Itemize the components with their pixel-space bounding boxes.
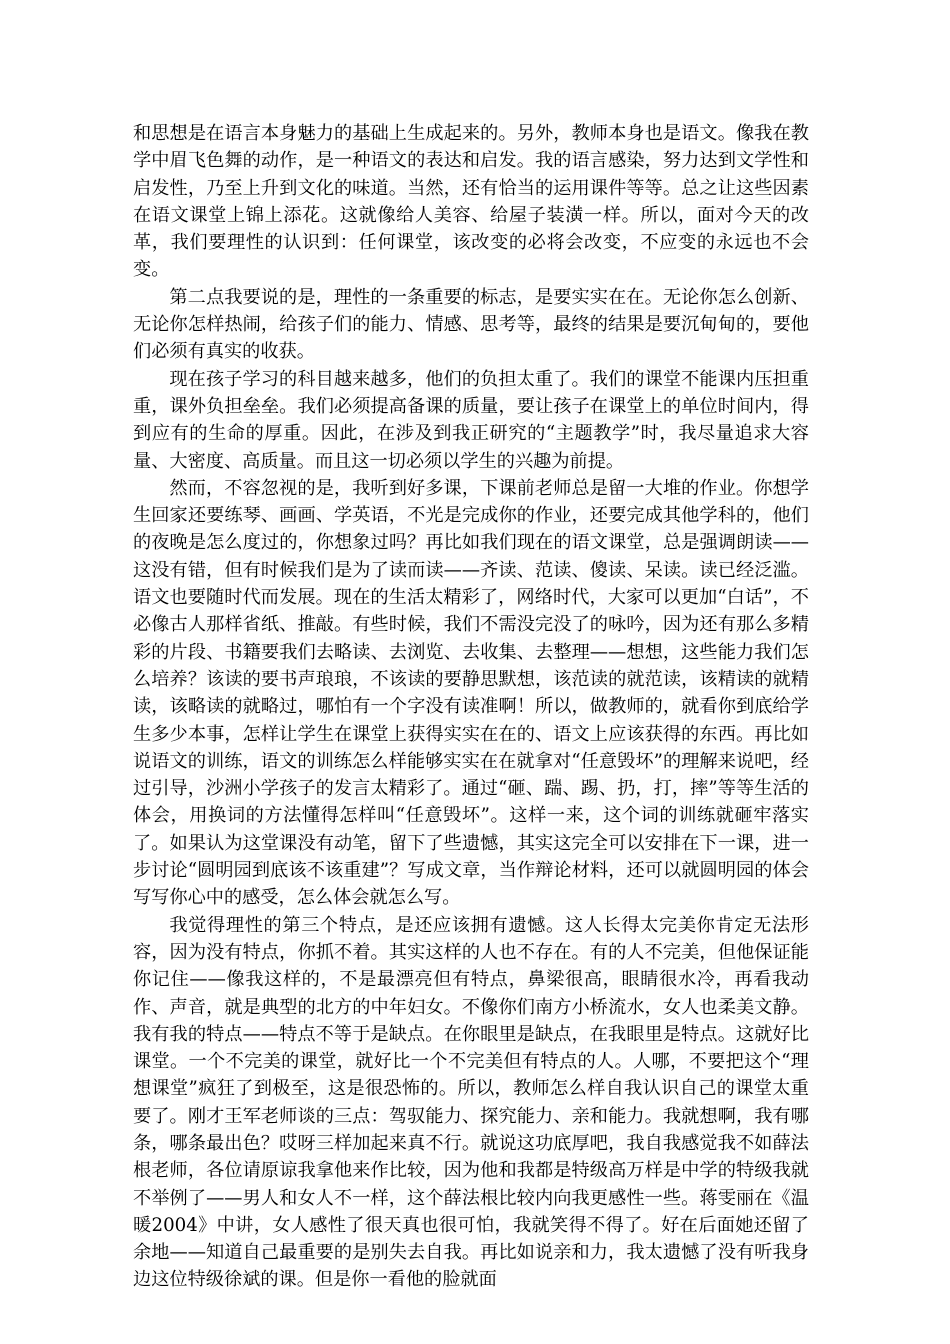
paragraph-4: 然而，不容忽视的是，我听到好多课，下课前老师总是留一大堆的作业。你想学生回家还要练琴、画画、学英语，不光是完成你的作业，还要完成其他学科的，他们的夜晚是怎么度过的，你想象过吗？再比如我们现在的语文课堂，总是强调朗读——这没有错，但有时候我们是为了读而读——齐读、范读、傻读、呆读。读已经泛滥。语文也要随时代而发展。现在的生活太精彩了，网络时代，大家可以更加“白话”，不必像古人那样省纸、推敲。有些时候，我们不需没完没了的咏吟，因为还有那么多精彩的片段、书籍要我们去略读、去浏览、去收集、去整理——想想，这些能力我们怎么培养？该读的要书声琅琅，不该读的要静思默想，该范读的就范读，该精读的就精读，该略读的就略过，哪怕有一个字没有读准啊！所以，做教师的，就看你到底给学生多少本事，怎样让学生在课堂上获得实实在在的、语文上应该获得的东西。再比如说语文的训练，语文的训练怎么样能够实实在在就拿对“任意毁坏”的理解来说吧，经过引导，沙洲小学孩子的发言太精彩了。通过“砸、踹、踢、扔，打，摔”等等生活的体会，用换词的方法懂得怎样叫“任意毁坏”。这样一来，这个词的训练就砸牢落实了。如果认为这堂课没有动笔，留下了些遗憾，其实这完全可以安排在下一课，进一步讨论“圆明园到底该不该重建”？写成文章，当作辩论材料，还可以就圆明园的体会写写你心中的感受，怎么体会就怎么写。	[133, 477, 809, 909]
paragraph-2: 第二点我要说的是，理性的一条重要的标志，是要实实在在。无论你怎么创新、无论你怎样热闹，给孩子们的能力、情感、思考等，最终的结果是要沉甸甸的，要他们必须有真实的收获。	[133, 286, 809, 363]
paragraph-5: 我觉得理性的第三个特点，是还应该拥有遗憾。这人长得太完美你肯定无法形容，因为没有特点，你抓不着。其实这样的人也不存在。有的人不完美，但他保证能你记住——像我这样的，不是最漂亮但有特点，鼻梁很高，眼睛很水冷，再看我动作、声音，就是典型的北方的中年妇女。不像你们南方小桥流水，女人也柔美文静。我有我的特点——特点不等于是缺点。在你眼里是缺点，在我眼里是特点。这就好比课堂。一个不完美的课堂，就好比一个不完美但有特点的人。人哪，不要把这个“理想课堂”疯狂了到极至，这是很恐怖的。所以，教师怎么样自我认识自己的课堂太重要了。刚才王军老师谈的三点：驾驭能力、探究能力、亲和能力。我就想啊，我有哪条，哪条最出色？哎呀三样加起来真不行。就说这功底厚吧，我自我感觉我不如薛法根老师，各位请原谅我拿他来作比较，因为他和我都是特级高万样是中学的特级我就不举例了——男人和女人不一样，这个薛法根比较内向我更感性一些。蒋雯丽在《温暖2004》中讲，女人感性了很天真也很可怕，我就笑得不得了。好在后面她还留了余地——知道自己最重要的是别失去自我。再比如说亲和力，我太遗憾了没有听我身边这位特级徐斌的课。但是你一看他的脸就面	[133, 914, 809, 1291]
paragraph-1: 和思想是在语言本身魅力的基础上生成起来的。另外，教师本身也是语文。像我在教学中眉飞色舞的动作，是一种语文的表达和启发。我的语言感染，努力达到文学性和启发性，乃至上升到文化的味道。当然，还有恰当的运用课件等等。总之让这些因素在语文课堂上锦上添花。这就像给人美容、给屋子装潢一样。所以，面对今天的改革，我们要理性的认识到：任何课堂，该改变的必将会改变，不应变的永远也不会变。	[133, 123, 809, 281]
paragraph-3: 现在孩子学习的科目越来越多，他们的负担太重了。我们的课堂不能课内压担重重，课外负担垒垒。我们必须提高备课的质量，要让孩子在课堂上的单位时间内，得到应有的生命的厚重。因此，在涉及到我正研究的“主题教学”时，我尽量追求大容量、大密度、高质量。而且这一切必须以学生的兴趣为前提。	[133, 368, 809, 472]
document-body	[133, 120, 809, 1294]
